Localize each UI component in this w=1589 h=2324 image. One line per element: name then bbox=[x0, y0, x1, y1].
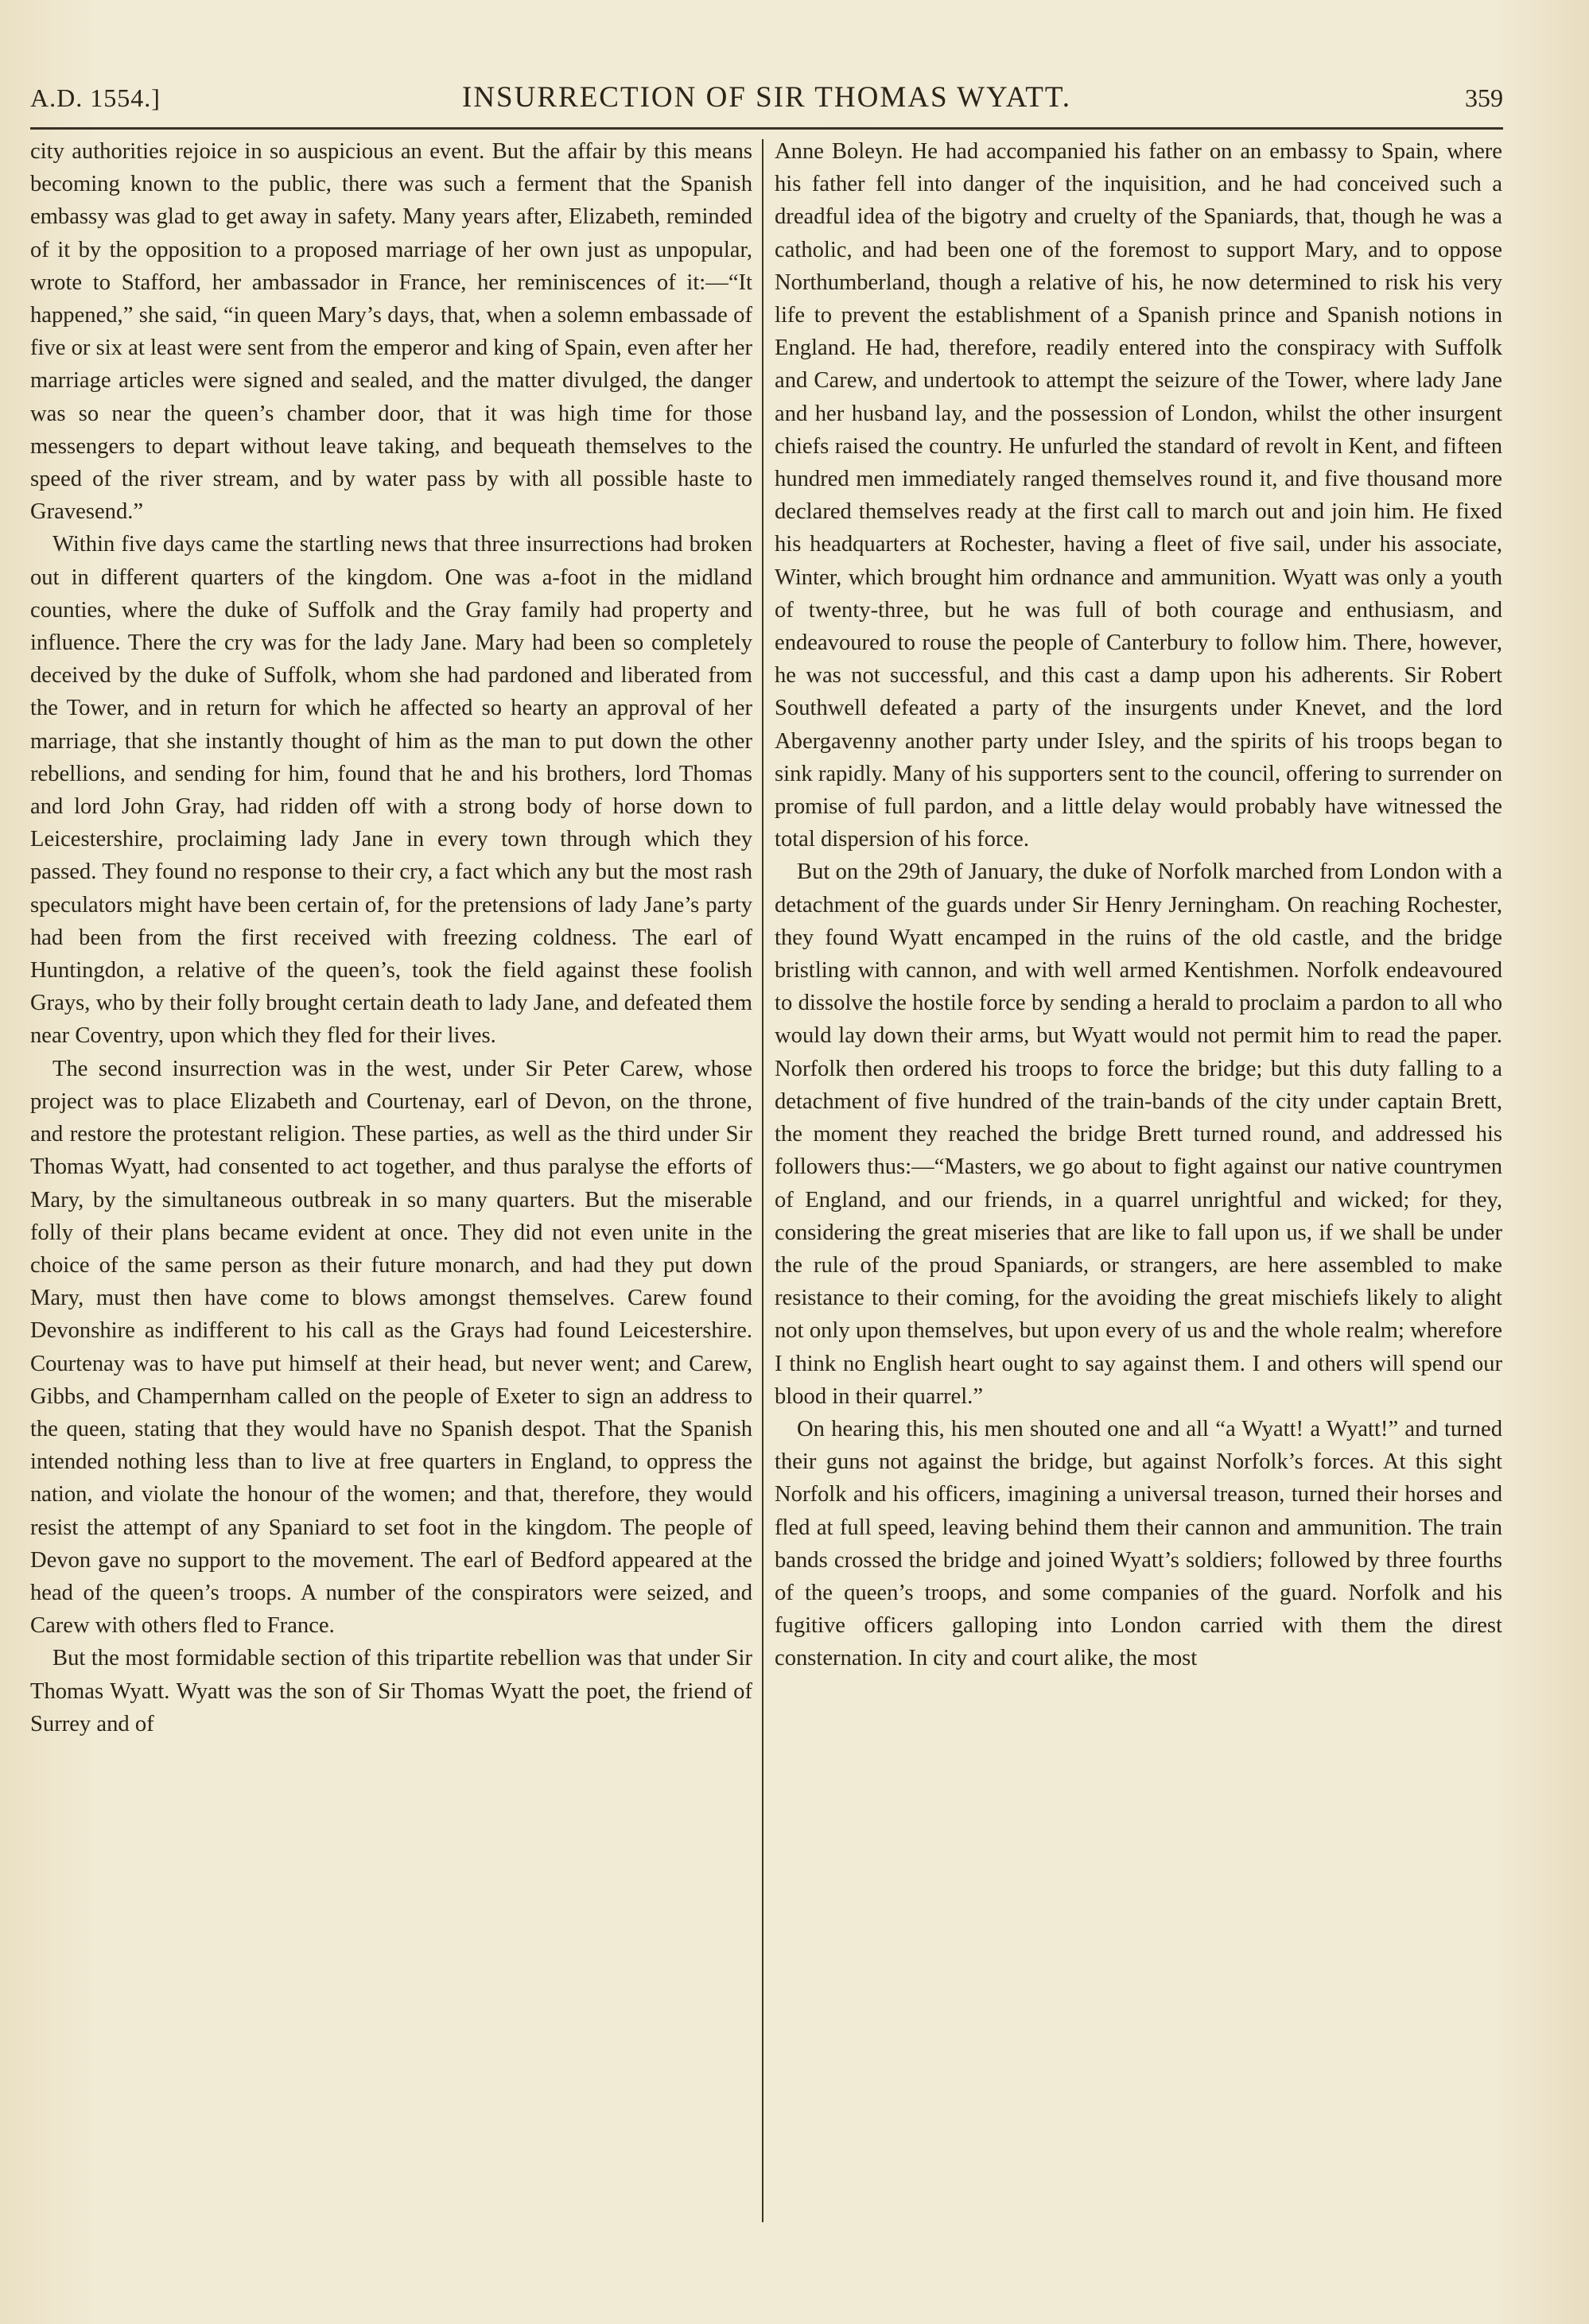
right-column bbox=[775, 135, 1502, 1675]
paragraph: But the most formidable section of this tripartite rebellion was that under Sir Thomas Wyatt. Wyatt was the son of Sir Thomas Wyatt the poet, the friend of Surrey and of bbox=[30, 1646, 752, 1736]
header-rule bbox=[30, 127, 1503, 130]
paragraph: On hearing this, his men shouted one and all “a Wyatt! a Wyatt!” and turned their guns not against the bridge, but against Norfolk’s forces. At this sight Norfolk and his officers, imagining a universal treason, turned their horses and fled at full speed, leaving behind them their cannon and ammunition. The train bands crossed the bridge and joined Wyatt’s soldiers; followed by three fourths of the queen’s troops, and some companies of the guard. Norfolk and his fugitive officers galloping into London carried with them the direst consternation. In city and court alike, the most bbox=[775, 1416, 1502, 1671]
running-head bbox=[30, 83, 1503, 123]
paragraph: The second insurrection was in the west, under Sir Peter Carew, whose project was to place Elizabeth and Courtenay, earl of Devon, on the throne, and restore the protestant religion. These parties, as well as the third under Sir Thomas Wyatt, had consented to act together, and thus paralyse the efforts of Mary, by the simultaneous outbreak in so many quarters. But the miserable folly of their plans became evident at once. They did not even unite in the choice of the same person as their future monarch, and had they put down Mary, must then have come to blows amongst themselves. Carew found Devonshire as indifferent to his call as the Grays had found Leicestershire. Courtenay was to have put himself at their head, but never went; and Carew, Gibbs, and Champernham called on the people of Exeter to sign an address to the queen, stating that they would have no Spanish despot. That the Spanish intended nothing less than to live at free quarters in England, to oppress the nation, and violate the honour of the women; and that, therefore, they would resist the attempt of any Spaniard to set foot in the kingdom. The people of Devon gave no support to the movement. The earl of Bedford appeared at the head of the queen’s troops. A number of the conspirators were seized, and Carew with others fled to France. bbox=[30, 1056, 752, 1639]
paragraph: Within five days came the startling news that three insurrections had broken out in different quarters of the kingdom. One was a-foot in the midland counties, where the duke of Suffolk and the Gray family had property and influence. There the cry was for the lady Jane. Mary had been so completely deceived by the duke of Suffolk, whom she had pardoned and liberated from the Tower, and in return for which he affected so hearty an approval of her marriage, that she instantly thought of him as the man to put down the other rebellions, and sending for him, found that he and his brothers, lord Thomas and lord John Gray, had ridden off with a strong body of horse down to Leicestershire, proclaiming lady Jane in every town through which they passed. They found no response to their cry, a fact which any but the most rash speculators might have been certain of, for the pretensions of lady Jane’s party had been from the first received with freezing coldness. The earl of Huntingdon, a relative of the queen’s, took the field against these foolish Grays, who by their folly brought certain death to lady Jane, and defeated them near Coventry, upon which they fled for their lives. bbox=[30, 532, 752, 1049]
page-title: INSURRECTION OF SIR THOMAS WYATT. bbox=[462, 81, 1071, 114]
page-number: 359 bbox=[1465, 83, 1503, 112]
paragraph: city authorities rejoice in so auspicious an event. But the affair by this means becoming known to the public, there was such a ferment that the Spanish embassy was glad to get away in safety. Many years after, Elizabeth, reminded of it by the opposition to a proposed marriage of her own just as unpopular, wrote to Stafford, her ambassador in France, her reminiscences of it:—“It happened,” she said, “in queen Mary’s days, that, when a solemn embassade of five or six at least were sent from the emperor and king of Spain, even after her marriage articles were signed and sealed, and the matter divulged, the danger was so near the queen’s chamber door, that it was high time for those messengers to depart without leave taking, and bequeath themselves to the speed of the river stream, and by water pass by with all possible haste to Gravesend.” bbox=[30, 139, 752, 525]
column-divider bbox=[762, 139, 763, 2222]
running-head-date: A.D. 1554.] bbox=[30, 83, 161, 112]
left-column bbox=[30, 135, 752, 1740]
paragraph: Anne Boleyn. He had accompanied his father on an embassy to Spain, where his father fell into danger of the inquisition, and he had conceived such a dreadful idea of the bigotry and cruelty of the Spaniards, that, though he was a catholic, and had been one of the foremost to support Mary, and to oppose Northumberland, though a relative of his, he now determined to risk his very life to prevent the establishment of a Spanish prince and Spanish notions in England. He had, therefore, readily entered into the conspiracy with Suffolk and Carew, and undertook to attempt the seizure of the Tower, where lady Jane and her husband lay, and the possession of London, whilst the other insurgent chiefs raised the country. He unfurled the standard of revolt in Kent, and fifteen hundred men immediately ranged themselves round it, and five thousand more declared themselves ready at the first call to march out and join him. He fixed his headquarters at Rochester, having a fleet of five sail, under his associate, Winter, which brought him ordnance and ammunition. Wyatt was only a youth of twenty-three, but he was full of both courage and enthusiasm, and endeavoured to rouse the people of Canterbury to follow him. There, however, he was not successful, and this cast a damp upon his adherents. Sir Robert Southwell defeated a party of the insurgents under Knevet, and the lord Abergavenny another party under Isley, and the spirits of his troops began to sink rapidly. Many of his supporters sent to the council, offering to surrender on promise of full pardon, and a little delay would probably have witnessed the total dispersion of his force. bbox=[775, 139, 1502, 852]
paragraph: But on the 29th of January, the duke of Norfolk marched from London with a detachment of the guards under Sir Henry Jerningham. On reaching Rochester, they found Wyatt encamped in the ruins of the old castle, and the bridge bristling with cannon, and with well armed Kentishmen. Norfolk endeavoured to dissolve the hostile force by sending a herald to proclaim a pardon to all who would lay down their arms, but Wyatt would not permit him to read the paper. Norfolk then ordered his troops to force the bridge; but this duty falling to a detachment of five hundred of the train-bands of the city under captain Brett, the moment they reached the bridge Brett turned round, and addressed his followers thus:—“Masters, we go about to fight against our native countrymen of England, and our friends, in a quarrel unrightful and wicked; for they, considering the great miseries that are like to fall upon us, if we shall be under the rule of the proud Spaniards, or strangers, are here assembled to make resistance to their coming, for the avoiding the great mischiefs likely to alight not only upon themselves, but upon every of us and the whole realm; wherefore I think no English heart ought to say against them. I and others will spend our blood in their quarrel.” bbox=[775, 859, 1502, 1409]
